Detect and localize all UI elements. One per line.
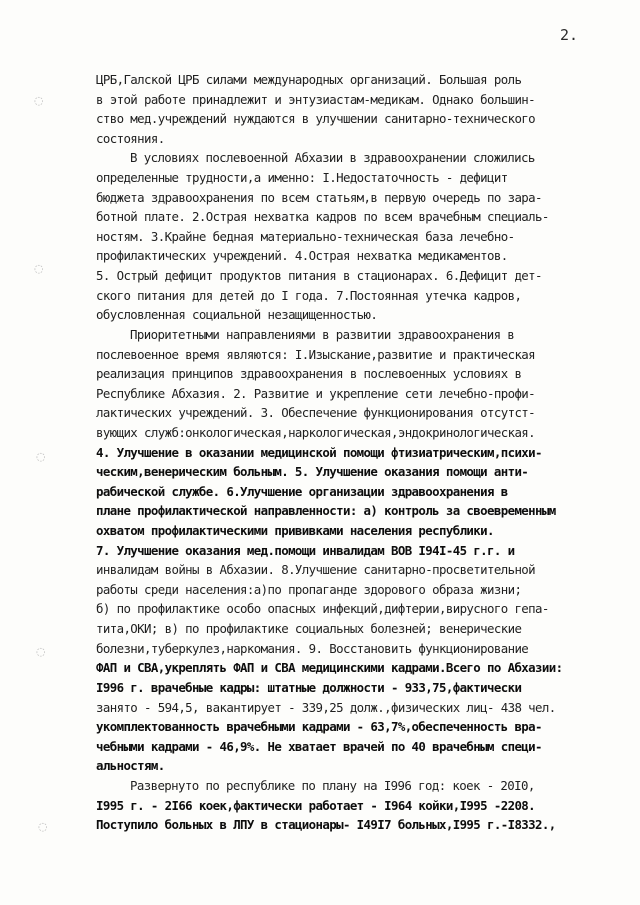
text-line: б) по профилактике особо опасных инфекций,дифтерии,вирусного гепа- (96, 601, 549, 617)
text-line: состояния. (96, 130, 165, 146)
text-line: ство мед.учреждений нуждаются в улучшении санитарно-технического (96, 111, 536, 127)
text-line: работы среди населения:а)по пропаганде здорового образа жизни; (96, 581, 522, 597)
text-line: реализация принципов здравоохранения в послевоенных условиях в (96, 366, 522, 382)
text-line: Поступило больных в ЛПУ в стационары- I49I7 больных,I995 г.-I8332., (96, 817, 556, 833)
text-line: Развернуто по республике по плану на I996 год: коек - 20I0, (130, 777, 535, 793)
text-line: лактических учреждений. 3. Обеспечение функционирования отсутст- (96, 405, 536, 421)
text-line: I995 г. - 2I66 коек,фактически работает - I964 койки,I995 -2208. (96, 797, 536, 813)
text-line: послевоенное время являются: I.Изыскание,развитие и практическая (96, 346, 536, 362)
text-line: плане профилактической направленности: а) контроль за своевременным (96, 503, 556, 519)
text-line: рабической службе. 6.Улучшение организации здравоохранения в (96, 483, 508, 499)
text-line: болезни,туберкулез,наркомания. 9. Восстановить функционирование (96, 640, 529, 656)
punch-hole-mark: ◌ (38, 820, 48, 833)
punch-hole-mark: ◌ (36, 450, 46, 463)
text-line: определенные трудности,а именно: I.Недостаточность - дефицит (96, 170, 508, 186)
text-line: 4. Улучшение в оказании медицинской помощи фтизиатрическим,психи- (96, 444, 542, 460)
punch-hole-mark: ◌ (36, 645, 46, 658)
text-line: ческим,венерическим больным. 5. Улучшение оказания помощи анти- (96, 464, 529, 480)
text-line: I996 г. врачебные кадры: штатные должности - 933,75,фактически (96, 679, 522, 695)
text-line: обусловленная социальной незащищенностью. (96, 307, 378, 323)
page-number: 2. (560, 26, 579, 44)
text-line: альностям. (96, 758, 165, 774)
text-line: ностям. 3.Крайне бедная материально-техническая база лечебно- (96, 228, 515, 244)
punch-hole-mark: ◌ (34, 94, 44, 107)
text-line: 5. Острый дефицит продуктов питания в стационарах. 6.Дефицит дет- (96, 268, 542, 284)
punch-hole-mark: ◌ (34, 262, 44, 275)
text-line: 7. Улучшение оказания мед.помощи инвалидам ВОВ I94I-45 г.г. и (96, 542, 515, 558)
text-line: ФАП и СВА,укреплять ФАП и СВА медицинскими кадрами.Всего по Абхазии: (96, 660, 563, 676)
text-line: профилактических учреждений. 4.Острая нехватка медикаментов. (96, 248, 508, 264)
text-line: В условиях послевоенной Абхазии в здравоохранении сложились (130, 150, 535, 166)
text-line: вующих служб:онкологическая,наркологическая,эндокринологическая. (96, 424, 536, 440)
text-line: Приоритетными направлениями в развитии здравоохранения в (130, 326, 515, 342)
text-line: тита,ОКИ; в) по профилактике социальных болезней; венерические (96, 621, 522, 637)
text-line: ботной плате. 2.Острая нехватка кадров по всем врачебным специаль- (96, 209, 549, 225)
text-line: инвалидам войны в Абхазии. 8.Улучшение санитарно-просветительной (96, 562, 536, 578)
text-line: охватом профилактическими прививками населения республики. (96, 523, 494, 539)
text-line: ЦРБ,Галской ЦРБ силами международных организаций. Большая роль (96, 72, 522, 87)
text-line: чебными кадрами - 46,9%. Не хватает врачей по 40 врачебным специ- (96, 738, 542, 754)
text-line: бюджета здравоохранения по всем статьям,в первую очередь по зара- (96, 189, 542, 205)
text-line: в этой работе принадлежит и энтузиастам-медикам. Однако большин- (96, 91, 536, 107)
text-line: укомплектованность врачебными кадрами - 63,7%,обеспеченность вра- (96, 719, 542, 735)
document-body (96, 70, 616, 835)
text-line: ского питания для детей до I года. 7.Постоянная утечка кадров, (96, 287, 522, 303)
text-line: Республике Абхазия. 2. Развитие и укрепление сети лечебно-профи- (96, 385, 536, 401)
text-line: занято - 594,5, вакантирует - 339,25 долж.,физических лиц- 438 чел. (96, 699, 556, 715)
